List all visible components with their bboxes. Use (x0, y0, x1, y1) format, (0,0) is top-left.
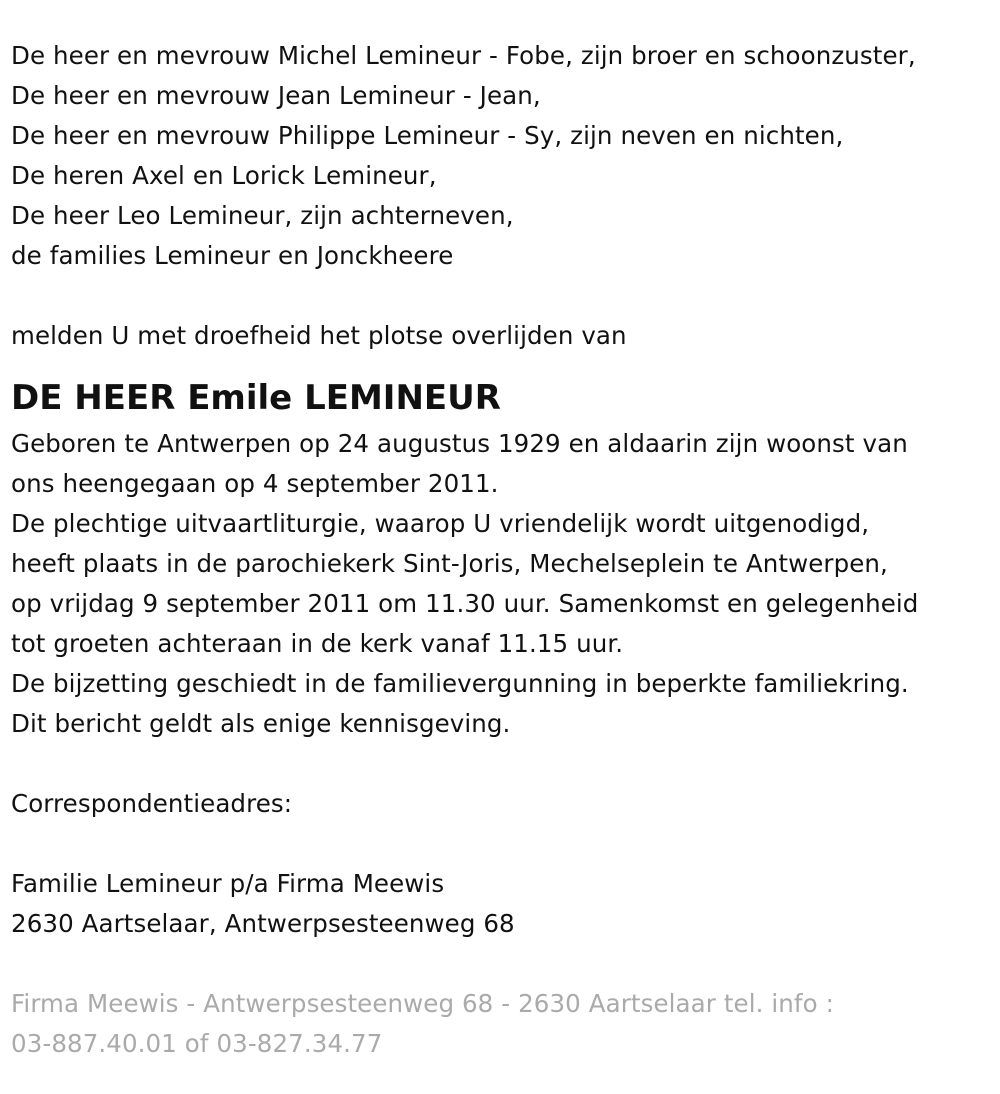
correspondence-label: Correspondentieadres: (11, 789, 293, 818)
spacer (11, 276, 1000, 316)
details-line: ons heengegaan op 4 september 2011. (11, 469, 499, 498)
footer-line: 03-887.40.01 of 03-827.34.77 (11, 1029, 383, 1058)
deceased-name-heading: DE HEER Emile LEMINEUR (11, 378, 501, 418)
correspondence-address (11, 864, 1000, 944)
details-line: heeft plaats in de parochiekerk Sint-Joris, Mechelseplein te Antwerpen, (11, 549, 888, 578)
announcement-text: melden U met droefheid het plotse overlijden van (11, 321, 627, 350)
spacer (11, 944, 1000, 984)
details-line: De plechtige uitvaartliturgie, waarop U vriendelijk wordt uitgenodigd, (11, 509, 870, 538)
family-list (11, 36, 1000, 276)
family-line: De heer Leo Lemineur, zijn achterneven, (11, 201, 514, 230)
details-line: op vrijdag 9 september 2011 om 11.30 uur. Samenkomst en gelegenheid (11, 589, 919, 618)
family-line: De heer en mevrouw Jean Lemineur - Jean, (11, 81, 541, 110)
family-line: De heer en mevrouw Philippe Lemineur - Sy, zijn neven en nichten, (11, 121, 844, 150)
address-line: 2630 Aartselaar, Antwerpsesteenweg 68 (11, 909, 515, 938)
details-line: Geboren te Antwerpen op 24 augustus 1929 en aldaarin zijn woonst van (11, 429, 908, 458)
details-line: tot groeten achteraan in de kerk vanaf 11.15 uur. (11, 629, 624, 658)
details-line: De bijzetting geschiedt in de familievergunning in beperkte familiekring. (11, 669, 909, 698)
family-line: De heren Axel en Lorick Lemineur, (11, 161, 437, 190)
footer-line: Firma Meewis - Antwerpsesteenweg 68 - 2630 Aartselaar tel. info : (11, 989, 834, 1018)
family-line: De heer en mevrouw Michel Lemineur - Fobe, zijn broer en schoonzuster, (11, 41, 916, 70)
spacer (11, 744, 1000, 784)
family-line: de families Lemineur en Jonckheere (11, 241, 454, 270)
spacer (11, 824, 1000, 864)
funeral-details (11, 424, 1000, 744)
funeral-home-footer (11, 984, 1000, 1064)
details-line: Dit bericht geldt als enige kennisgeving. (11, 709, 511, 738)
address-line: Familie Lemineur p/a Firma Meewis (11, 869, 445, 898)
